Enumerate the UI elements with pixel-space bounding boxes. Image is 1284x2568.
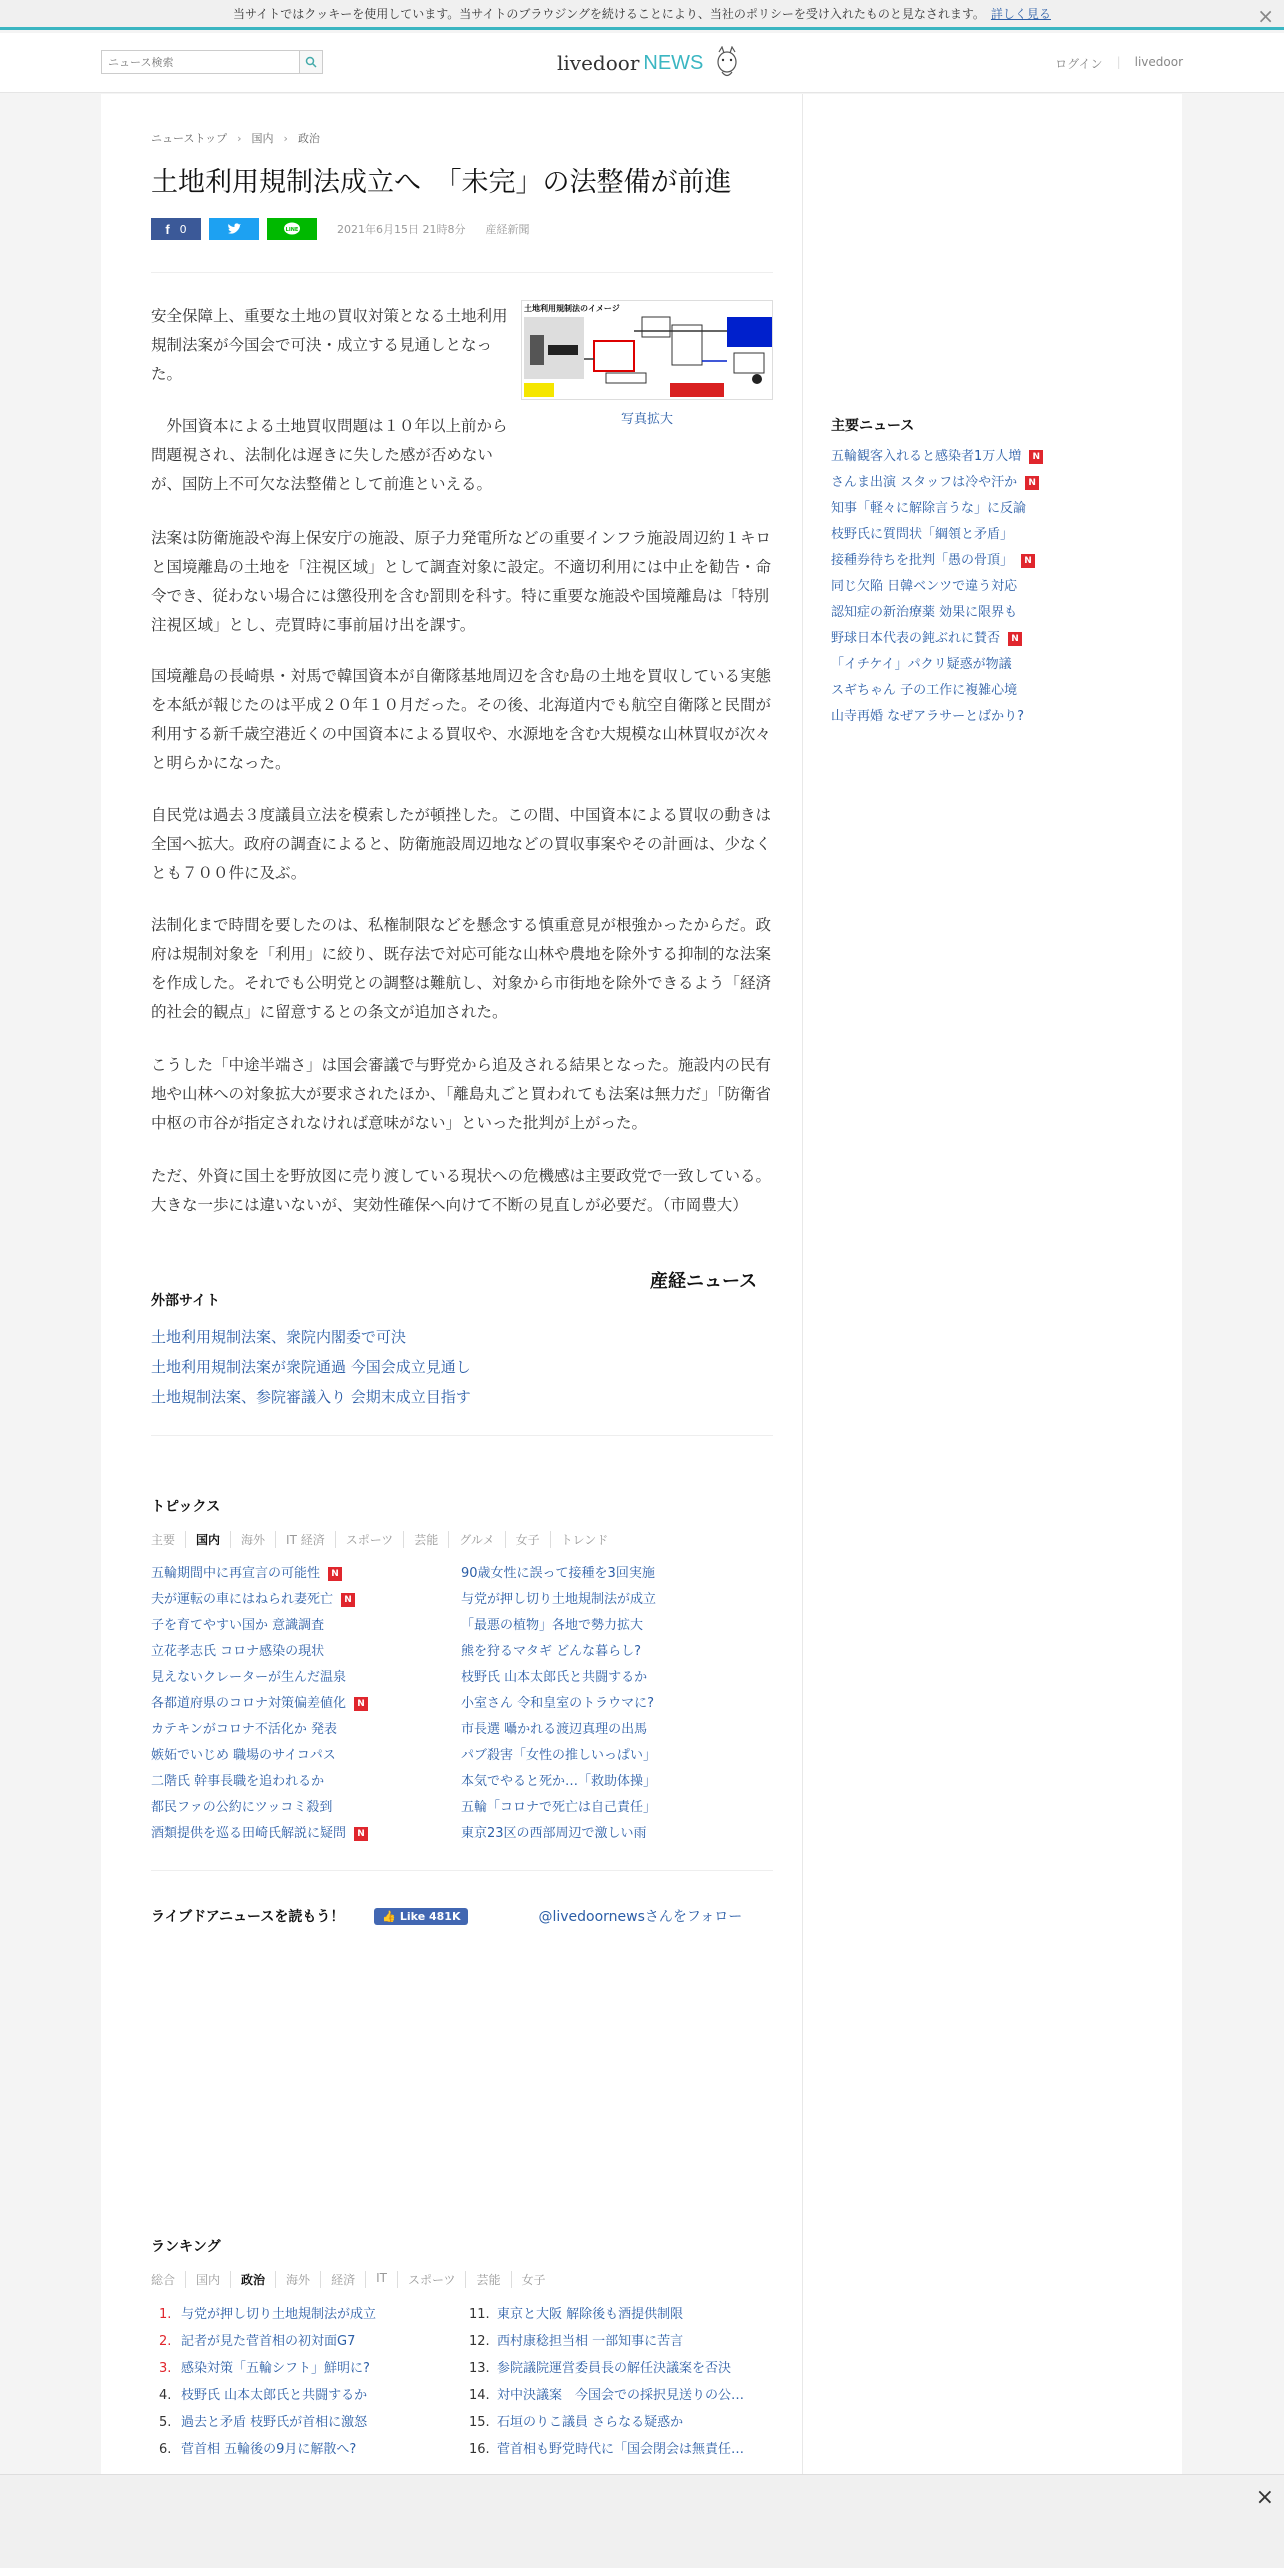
major-news-link[interactable]: さんま出演 スタッフは冷や汗か	[831, 475, 1018, 490]
photo-caption-link[interactable]: 写真拡大	[620, 412, 673, 427]
logo-news: NEWS	[643, 51, 704, 74]
login-link[interactable]: ログイン	[1055, 57, 1103, 71]
article-paragraph: ただ、外資に国土を野放図に売り渡している現状への危機感は主要政党で一致している。大きな一歩には違いないが、実効性確保へ向けて不断の見直しが必要だ。（市岡豊大）	[151, 1167, 772, 1214]
ranking-item	[159, 2301, 376, 2328]
cookie-banner	[0, 0, 1284, 30]
tab-it-economy[interactable]: IT 経済	[275, 1531, 335, 1548]
land-regulation-diagram-image	[522, 301, 773, 400]
ranking-tabs	[151, 2271, 556, 2288]
major-news-link[interactable]: 「イチケイ」パクリ疑惑が物議	[831, 657, 1012, 672]
search-input[interactable]	[101, 50, 299, 74]
facebook-share-count: 0	[179, 222, 187, 236]
close-icon[interactable]: ×	[1255, 2485, 1274, 2510]
ranking-item	[159, 2355, 376, 2382]
article-paragraph-text: 外国資本による土地買収問題は１０年以上前から問題視され、法制化は遅きに失した感が否めないが、国防上不可欠な法整備として前進といえる。	[151, 417, 508, 493]
chevron-right-icon: ›	[237, 131, 242, 145]
header-links	[1055, 55, 1183, 72]
tab-overseas[interactable]: 海外	[275, 2271, 320, 2288]
rank-number: 1.	[159, 2307, 172, 2322]
tab-economy[interactable]: 経済	[320, 2271, 365, 2288]
topic-link[interactable]: 本気でやると死か…「救助体操」	[461, 1774, 657, 1789]
ranking-link[interactable]: 参院議院運営委員長の解任決議案を否決	[497, 2361, 732, 2376]
svg-text:LINE: LINE	[285, 227, 299, 233]
rank-number: 2.	[159, 2334, 172, 2349]
tab-sports[interactable]: スポーツ	[335, 1531, 404, 1548]
external-links	[151, 1322, 471, 1412]
new-badge-icon: N	[354, 1827, 368, 1841]
article-meta	[337, 221, 529, 237]
major-news-heading: 主要ニュース	[831, 418, 915, 434]
thumbs-up-icon: 👍	[382, 1909, 397, 1923]
header-separator: |	[1116, 55, 1121, 69]
new-badge-icon: N	[1021, 554, 1035, 568]
ranking-item	[469, 2355, 744, 2382]
column-divider	[802, 94, 803, 2474]
ranking-item	[159, 2328, 376, 2355]
rank-number: 14.	[469, 2388, 490, 2403]
topic-link[interactable]: 「最悪の植物」各地で勢力拡大	[461, 1618, 644, 1633]
article-date: 2021年6月15日 21時8分	[337, 223, 466, 236]
topic-link[interactable]: パブ殺害「女性の推しいっぱい」	[461, 1748, 657, 1763]
topic-link[interactable]: 子を育てやすい国か 意識調査	[151, 1618, 325, 1633]
rank-number: 16.	[469, 2442, 490, 2457]
divider	[151, 1870, 773, 1871]
new-badge-icon: N	[341, 1593, 355, 1607]
cookie-text: 当サイトではクッキーを使用しています。当サイトのブラウジングを続けることにより、当社のポリシーを受け入れたものと見なされます。	[233, 7, 985, 21]
breadcrumb-item-top[interactable]: ニューストップ	[151, 132, 228, 145]
article-paragraph: 国境離島の長崎県・対馬で韓国資本が自衛隊基地周辺を含む島の土地を買収している実態を本紙が報じたのは平成２０年１０月だった。その後、北海道内でも航空自衛隊と民間が利用する新千歳空港近くの中国資本による買収や、水源地を含む大規模な山林買収が次々と明らかになった。	[151, 667, 772, 772]
new-badge-icon: N	[1025, 476, 1039, 490]
mascot-icon	[713, 46, 741, 80]
major-news-link[interactable]: 接種券待ちを批判「愚の骨頂」	[831, 553, 1014, 568]
topic-link[interactable]: カテキンがコロナ不活化か 発表	[151, 1722, 338, 1737]
article-title: 土地利用規制法成立へ 「未完」の法整備が前進	[151, 167, 732, 198]
tab-it[interactable]: IT	[365, 2271, 397, 2288]
tab-entertainment[interactable]: 芸能	[403, 1531, 448, 1548]
follow-label: ライブドアニュースを読もう！	[151, 1909, 345, 1925]
rank-number: 13.	[469, 2361, 490, 2376]
photo-image	[521, 300, 773, 400]
major-news-link[interactable]: スギちゃん 子の工作に複雑心境	[831, 683, 1018, 698]
rank-number: 5.	[159, 2415, 172, 2430]
tab-trend[interactable]: トレンド	[550, 1531, 619, 1548]
topic-link[interactable]: 立花孝志氏 コロナ感染の現状	[151, 1644, 325, 1659]
ranking-link[interactable]: 石垣のりこ議員 さらなる疑惑か	[497, 2415, 684, 2430]
ranking-link[interactable]: 東京と大阪 解除後も酒提供制限	[497, 2307, 684, 2322]
ranking-link[interactable]: 記者が見た菅首相の初対面G7	[181, 2334, 356, 2349]
external-link[interactable]: 土地利用規制法案が衆院通過 今国会成立見通し	[151, 1358, 471, 1376]
line-icon	[283, 222, 301, 236]
bottom-ad-bar	[0, 2474, 1284, 2568]
ranking-list-left	[159, 2301, 376, 2463]
topic-link[interactable]: 五輪期間中に再宣言の可能性	[151, 1566, 321, 1581]
ranking-link[interactable]: 西村康稔担当相 一部知事に苦言	[497, 2334, 684, 2349]
new-badge-icon: N	[354, 1697, 368, 1711]
major-news-link[interactable]: 枝野氏に質問状「綱領と矛盾」	[831, 527, 1014, 542]
breadcrumb-item-politics[interactable]: 政治	[297, 132, 320, 145]
twitter-share-button[interactable]	[209, 218, 259, 240]
topics-list-left	[151, 1561, 368, 1847]
external-sites-heading: 外部サイト	[151, 1293, 221, 1309]
ranking-link[interactable]: 枝野氏 山本太郎氏と共闘するか	[181, 2388, 368, 2403]
topic-link[interactable]: 見えないクレーターが生んだ温泉	[151, 1670, 347, 1685]
tab-women[interactable]: 女子	[511, 2271, 556, 2288]
topic-link[interactable]: 小室さん 令和皇室のトラウマに?	[461, 1696, 655, 1711]
facebook-like-count: Like 481K	[399, 1909, 461, 1923]
line-share-button[interactable]	[267, 218, 317, 240]
topic-link[interactable]: 酒類提供を巡る田崎氏解説に疑問	[151, 1826, 347, 1841]
topic-link[interactable]: 90歳女性に誤って接種を3回実施	[461, 1566, 655, 1581]
major-news-link[interactable]: 知事「軽々に解除言うな」に反論	[831, 501, 1027, 516]
search-icon	[305, 56, 317, 68]
ranking-link[interactable]: 対中決議案 今国会での採択見送りの公…	[497, 2388, 745, 2403]
twitter-follow-link[interactable]: @livedoornewsさんをフォロー	[538, 1909, 743, 1925]
ranking-link[interactable]: 与党が押し切り土地規制法が成立	[181, 2307, 377, 2322]
tab-sports[interactable]: スポーツ	[397, 2271, 466, 2288]
ranking-item	[469, 2328, 744, 2355]
major-news-list	[831, 444, 1043, 730]
tab-overall[interactable]: 総合	[151, 2273, 176, 2287]
topic-link[interactable]: 与党が押し切り土地規制法が成立	[461, 1592, 657, 1607]
topic-link[interactable]: 枝野氏 山本太郎氏と共闘するか	[461, 1670, 648, 1685]
tab-politics[interactable]: 政治	[230, 2271, 275, 2288]
ranking-link[interactable]: 菅首相 五輪後の9月に解散へ?	[181, 2442, 357, 2457]
site-logo[interactable]	[557, 43, 741, 83]
rank-number: 12.	[469, 2334, 490, 2349]
topics-list-right	[461, 1561, 656, 1847]
topics-tabs	[151, 1531, 618, 1548]
topics-heading: トピックス	[151, 1499, 221, 1515]
major-news-link[interactable]: 同じ欠陥 日韓ベンツで違う対応	[831, 579, 1018, 594]
ranking-item	[469, 2436, 744, 2463]
topic-link[interactable]: 五輪「コロナで死亡は自己責任」	[461, 1800, 657, 1815]
major-news-link[interactable]: 山寺再婚 なぜアラサーとばかり?	[831, 709, 1025, 724]
breadcrumb-item-domestic[interactable]: 国内	[251, 132, 274, 145]
tab-domestic[interactable]: 国内	[185, 2271, 230, 2288]
topic-link[interactable]: 市長選 囁かれる渡辺真理の出馬	[461, 1722, 648, 1737]
tab-overseas[interactable]: 海外	[230, 1531, 275, 1548]
rank-number: 6.	[159, 2442, 172, 2457]
ranking-link[interactable]: 菅首相も野党時代に「国会閉会は無責任…	[497, 2442, 745, 2457]
facebook-icon: f	[165, 221, 170, 237]
topic-link[interactable]: 夫が運転の車にはねられ妻死亡	[151, 1592, 334, 1607]
follow-row	[151, 1906, 742, 1926]
cookie-close-icon[interactable]: ×	[1257, 4, 1274, 28]
photo-caption[interactable]	[521, 408, 773, 427]
new-badge-icon: N	[1008, 632, 1022, 646]
ranking-item	[159, 2409, 376, 2436]
tab-major[interactable]: 主要	[151, 1533, 176, 1547]
search-form	[101, 50, 323, 74]
ranking-item	[469, 2409, 744, 2436]
divider	[151, 1435, 773, 1436]
facebook-like-button[interactable]	[374, 1908, 468, 1925]
ranking-heading: ランキング	[151, 2239, 221, 2255]
ranking-item	[469, 2301, 744, 2328]
ranking-list-right	[469, 2301, 744, 2463]
new-badge-icon: N	[1029, 450, 1043, 464]
external-link[interactable]: 土地利用規制法案、衆院内閣委で可決	[151, 1328, 407, 1346]
topic-link[interactable]: 都民ファの公約にツッコミ殺到	[151, 1800, 333, 1815]
tab-entertainment[interactable]: 芸能	[465, 2271, 510, 2288]
ranking-link[interactable]: 過去と矛盾 枝野氏が首相に激怒	[181, 2415, 368, 2430]
major-news-link[interactable]: 野球日本代表の鈍ぶれに賛否	[831, 631, 1001, 646]
facebook-share-button[interactable]	[151, 218, 201, 240]
article-paragraph: こうした「中途半端さ」は国会審議で与野党から追及される結果となった。施設内の民有地や山林への対象拡大が要求されたほか、「離島丸ごと買われても法案は無力だ」「防衛省中枢の市谷が指定されなければ意味がない」といった批判が上がった。	[151, 1056, 772, 1132]
site-header	[0, 33, 1284, 93]
livedoor-link[interactable]: livedoor	[1134, 55, 1183, 69]
external-link[interactable]: 土地規制法案、参院審議入り 会期末成立目指す	[151, 1388, 471, 1406]
rank-number: 11.	[469, 2307, 490, 2322]
article-paragraph: 安全保障上、重要な土地の買収対策となる土地利用規制法案が今国会で可決・成立する見通しとなった。	[151, 307, 508, 383]
tab-gourmet[interactable]: グルメ	[448, 1531, 504, 1548]
photo-title: 土地利用規制法のイメージ	[524, 304, 620, 313]
ranking-item	[469, 2382, 744, 2409]
rank-number: 3.	[159, 2361, 172, 2376]
topic-link[interactable]: 各都道府県のコロナ対策偏差値化	[151, 1696, 347, 1711]
chevron-right-icon: ›	[283, 131, 288, 145]
tab-domestic[interactable]: 国内	[185, 1531, 230, 1548]
article-paragraph: 自民党は過去３度議員立法を模索したが頓挫した。この間、中国資本による買収の動きは全国へ拡大。政府の調査によると、防衛施設周辺地などの買収事案やその計画は、少なくとも７００件に及ぶ。	[151, 806, 772, 882]
ranking-link[interactable]: 感染対策「五輪シフト」鮮明に?	[181, 2361, 370, 2376]
ranking-item	[159, 2436, 376, 2463]
tab-women[interactable]: 女子	[505, 1531, 550, 1548]
topic-link[interactable]: 嫉妬でいじめ 職場のサイコパス	[151, 1748, 336, 1763]
topic-link[interactable]: 熊を狩るマタギ どんな暮らし?	[461, 1644, 642, 1659]
ranking-item	[159, 2382, 376, 2409]
new-badge-icon: N	[328, 1567, 342, 1581]
sankei-logo: 産経ニュース	[650, 1271, 758, 1292]
rank-number: 15.	[469, 2415, 490, 2430]
twitter-icon	[227, 223, 241, 235]
article-paragraph	[151, 412, 511, 499]
logo-livedoor: livedoor	[557, 51, 640, 75]
share-row	[151, 218, 529, 240]
major-news-link[interactable]: 認知症の新治療薬 効果に限界も	[831, 605, 1018, 620]
article-paragraph: 法案は防衛施設や海上保安庁の施設、原子力発電所などの重要インフラ施設周辺約１キロと国境離島の土地を「注視区域」として調査対象に設定。不適切利用には中止を勧告・命令でき、従わない場合には懲役刑を含む罰則を科す。特に重要な施設や国境離島は「特別注視区域」とし、売買時に事前届け出を課す。	[151, 529, 772, 634]
topic-link[interactable]: 東京23区の西部周辺で激しい雨	[461, 1826, 647, 1841]
search-button[interactable]	[299, 50, 323, 74]
divider	[151, 272, 773, 273]
article-photo[interactable]	[521, 300, 773, 427]
breadcrumb	[151, 130, 320, 146]
rank-number: 4.	[159, 2388, 172, 2403]
topic-link[interactable]: 二階氏 幹事長職を追われるか	[151, 1774, 325, 1789]
major-news-link[interactable]: 五輪観客入れると感染者1万人増	[831, 449, 1022, 464]
cookie-more-link[interactable]: 詳しく見る	[990, 7, 1051, 21]
article-paragraph: 法制化まで時間を要したのは、私権制限などを懸念する慎重意見が根強かったからだ。政府は規制対象を「利用」に絞り、既存法で対応可能な山林や農地を除外する抑制的な法案を作成した。それでも公明党との調整は難航し、対象から市街地を除外できるよう「経済的社会的観点」に留意するとの条文が追加された。	[151, 916, 772, 1021]
article-source[interactable]: 産経新聞	[485, 223, 530, 236]
